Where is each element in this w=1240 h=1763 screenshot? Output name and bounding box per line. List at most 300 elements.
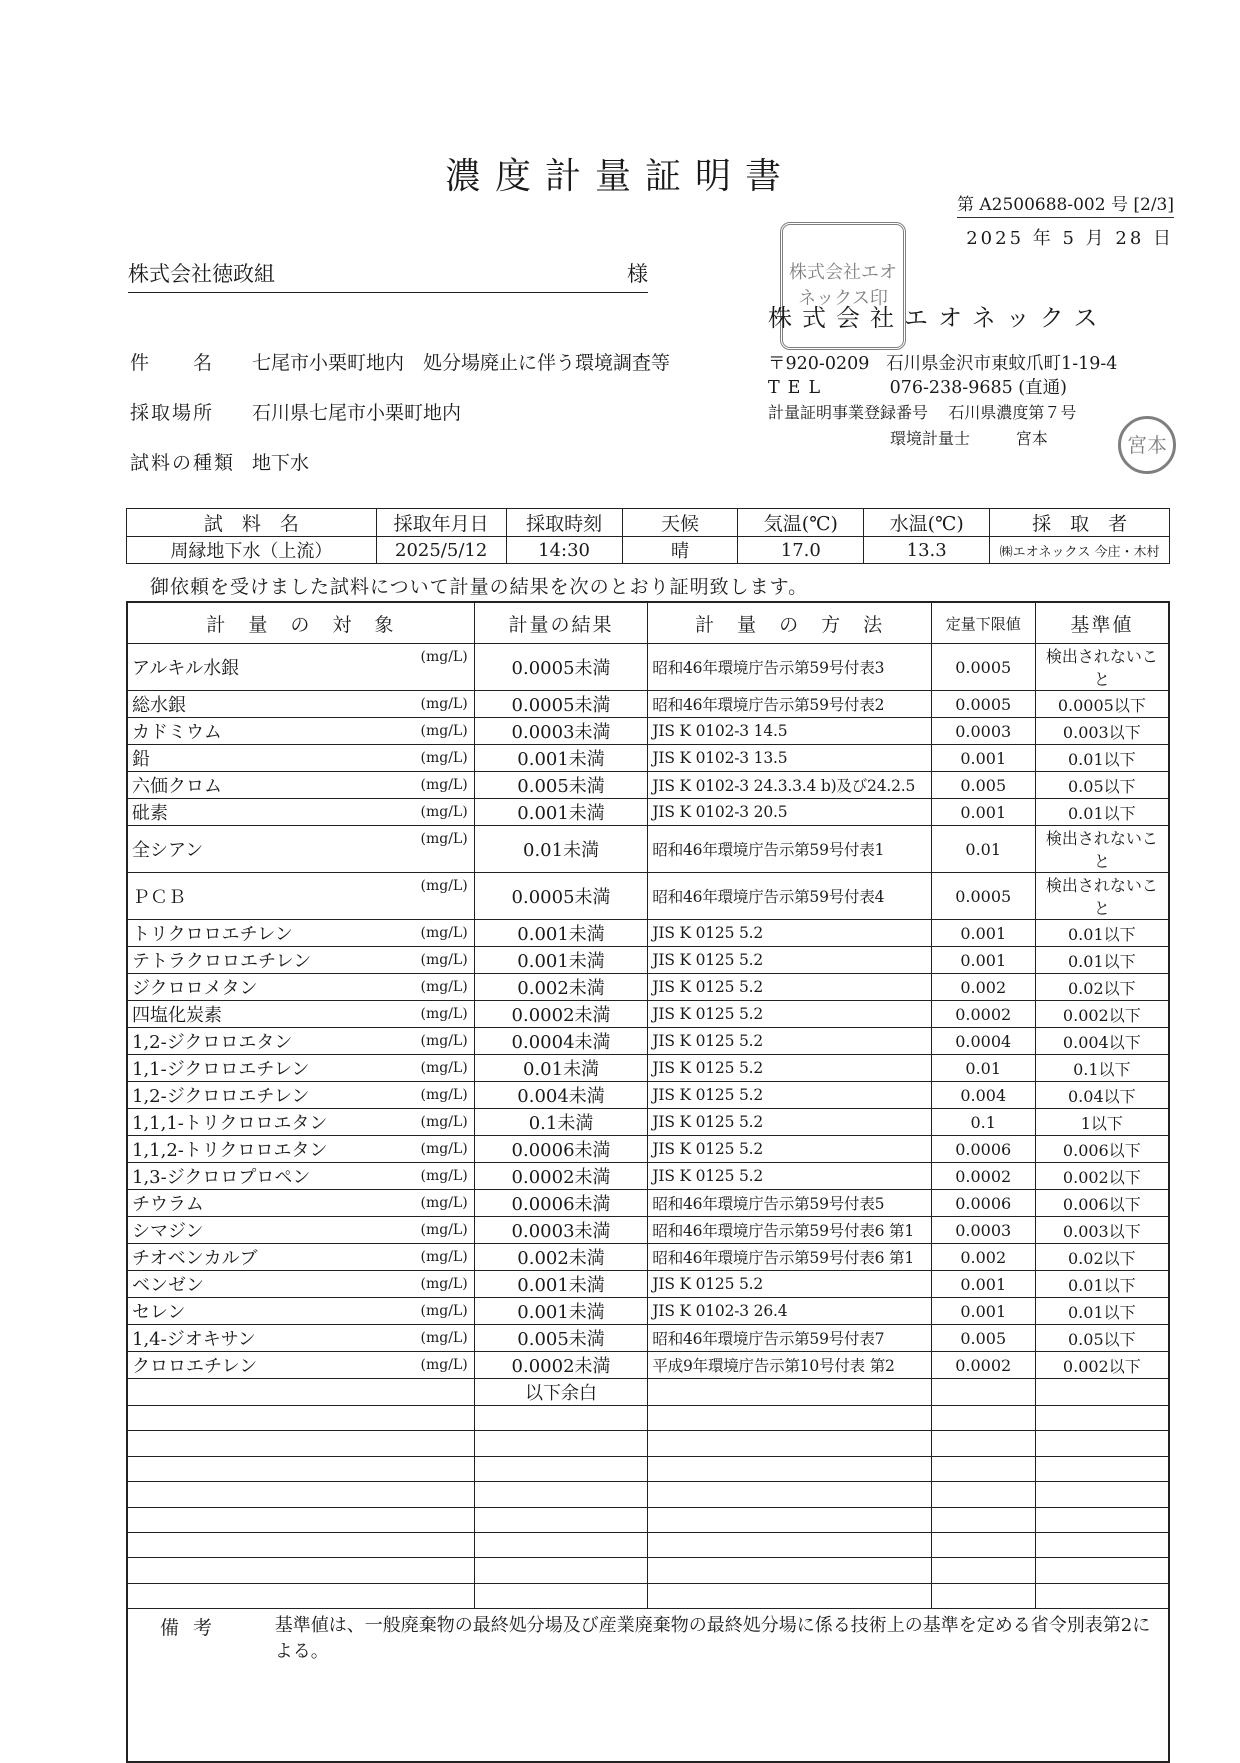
result-cell: 0.01未満 bbox=[474, 1055, 648, 1082]
empty-cell bbox=[1035, 1456, 1169, 1481]
result-cell: 0.0003未満 bbox=[474, 718, 648, 745]
empty-cell bbox=[931, 1532, 1035, 1557]
result-cell: 0.0005未満 bbox=[474, 644, 648, 691]
blank-row bbox=[127, 1507, 1169, 1532]
method-cell: 平成9年環境庁告示第10号付表 第2 bbox=[648, 1352, 931, 1379]
target-name: 全シアン bbox=[132, 840, 204, 861]
target-name: クロロエチレン bbox=[132, 1356, 258, 1377]
empty-cell bbox=[127, 1532, 474, 1557]
sample-data-row bbox=[127, 537, 1170, 564]
table-row bbox=[127, 799, 1169, 826]
unit-label: (mg/L) bbox=[420, 925, 468, 941]
limit-cell: 0.0002 bbox=[931, 1001, 1035, 1028]
limit-cell: 0.004 bbox=[931, 1082, 1035, 1109]
result-cell: 0.001未満 bbox=[474, 1298, 648, 1325]
target-name: 1,2-ジクロロエチレン bbox=[132, 1086, 310, 1107]
method-cell: 昭和46年環境庁告示第59号付表1 bbox=[648, 826, 931, 873]
standard-cell: 0.006以下 bbox=[1035, 1136, 1169, 1163]
result-cell: 0.001未満 bbox=[474, 799, 648, 826]
target-cell bbox=[127, 1136, 474, 1163]
empty-cell bbox=[648, 1558, 931, 1583]
method-cell: JIS K 0102-3 13.5 bbox=[648, 745, 931, 772]
target-cell bbox=[127, 974, 474, 1001]
target-cell bbox=[127, 772, 474, 799]
result-cell: 0.001未満 bbox=[474, 920, 648, 947]
sample-header-row bbox=[127, 509, 1170, 537]
empty-cell bbox=[474, 1558, 648, 1583]
table-row bbox=[127, 718, 1169, 745]
company-stamp-text: 株式会社エオネックス印 bbox=[789, 262, 897, 309]
standard-cell: 0.01以下 bbox=[1035, 920, 1169, 947]
method-cell: JIS K 0125 5.2 bbox=[648, 1082, 931, 1109]
target-cell bbox=[127, 799, 474, 826]
method-cell: JIS K 0125 5.2 bbox=[648, 947, 931, 974]
method-cell: 昭和46年環境庁告示第59号付表5 bbox=[648, 1190, 931, 1217]
header-target: 計 量 の 対 象 bbox=[127, 602, 474, 644]
result-cell: 0.0005未満 bbox=[474, 691, 648, 718]
empty-cell bbox=[648, 1532, 931, 1557]
table-row bbox=[127, 1136, 1169, 1163]
result-cell: 0.002未満 bbox=[474, 1244, 648, 1271]
limit-cell: 0.001 bbox=[931, 799, 1035, 826]
target-cell bbox=[127, 1109, 474, 1136]
kind-label: 試料の種類 bbox=[130, 452, 236, 474]
target-name: 四塩化炭素 bbox=[132, 1005, 222, 1026]
unit-label: (mg/L) bbox=[420, 1141, 468, 1157]
company-address bbox=[768, 350, 1117, 375]
result-cell: 0.001未満 bbox=[474, 947, 648, 974]
unit-label: (mg/L) bbox=[420, 777, 468, 793]
document-title: 濃度計量証明書 bbox=[444, 156, 795, 197]
empty-cell bbox=[648, 1379, 931, 1406]
target-name: 1,3-ジクロロプロペン bbox=[132, 1167, 311, 1188]
result-cell: 0.0005未満 bbox=[474, 873, 648, 920]
blank-row bbox=[127, 1558, 1169, 1583]
target-cell bbox=[127, 1298, 474, 1325]
sample-time: 14:30 bbox=[506, 537, 622, 564]
target-cell bbox=[127, 1190, 474, 1217]
method-cell: JIS K 0125 5.2 bbox=[648, 1136, 931, 1163]
result-cell: 0.001未満 bbox=[474, 745, 648, 772]
target-name: ＰＣＢ bbox=[132, 887, 186, 908]
standard-cell: 0.04以下 bbox=[1035, 1082, 1169, 1109]
blank-row bbox=[127, 1406, 1169, 1431]
target-cell bbox=[127, 1082, 474, 1109]
table-row bbox=[127, 745, 1169, 772]
method-cell: JIS K 0102-3 20.5 bbox=[648, 799, 931, 826]
client-honorific: 様 bbox=[627, 262, 648, 286]
target-cell bbox=[127, 1001, 474, 1028]
target-cell bbox=[127, 873, 474, 920]
environmental-measurer bbox=[890, 426, 1048, 449]
result-cell: 0.0002未満 bbox=[474, 1163, 648, 1190]
table-row bbox=[127, 1298, 1169, 1325]
empty-cell bbox=[931, 1507, 1035, 1532]
standard-cell: 検出されないこと bbox=[1035, 826, 1169, 873]
empty-cell bbox=[1035, 1379, 1169, 1406]
method-cell: JIS K 0125 5.2 bbox=[648, 1028, 931, 1055]
unit-label: (mg/L) bbox=[420, 750, 468, 766]
result-cell: 0.0002未満 bbox=[474, 1352, 648, 1379]
target-name: 1,2-ジクロロエタン bbox=[132, 1032, 293, 1053]
tel-number: 076-238-9685 (直通) bbox=[889, 378, 1067, 398]
target-name: セレン bbox=[132, 1302, 186, 1323]
table-row bbox=[127, 772, 1169, 799]
target-name: アルキル水銀 bbox=[132, 658, 240, 679]
empty-cell bbox=[127, 1431, 474, 1456]
limit-cell: 0.001 bbox=[931, 920, 1035, 947]
method-cell: JIS K 0102-3 14.5 bbox=[648, 718, 931, 745]
result-cell: 0.005未満 bbox=[474, 1325, 648, 1352]
table-row bbox=[127, 1190, 1169, 1217]
limit-cell: 0.0006 bbox=[931, 1136, 1035, 1163]
method-cell: 昭和46年環境庁告示第59号付表6 第1 bbox=[648, 1244, 931, 1271]
unit-label: (mg/L) bbox=[420, 1303, 468, 1319]
target-cell bbox=[127, 1271, 474, 1298]
blank-row bbox=[127, 1456, 1169, 1481]
certificate-number: 第 A2500688-002 号 [2/3] bbox=[957, 190, 1174, 218]
sample-header-cell: 気温(℃) bbox=[738, 509, 864, 537]
empty-cell bbox=[648, 1482, 931, 1507]
client-name: 株式会社徳政組 bbox=[128, 262, 275, 286]
table-row bbox=[127, 1217, 1169, 1244]
standard-cell: 0.004以下 bbox=[1035, 1028, 1169, 1055]
standard-cell: 0.02以下 bbox=[1035, 974, 1169, 1001]
standard-cell: 0.002以下 bbox=[1035, 1163, 1169, 1190]
standard-cell: 0.01以下 bbox=[1035, 1271, 1169, 1298]
remarks-cell bbox=[127, 1609, 1169, 1763]
limit-cell: 0.01 bbox=[931, 1055, 1035, 1082]
table-row bbox=[127, 826, 1169, 873]
empty-cell bbox=[127, 1456, 474, 1481]
limit-cell: 0.0002 bbox=[931, 1352, 1035, 1379]
empty-cell bbox=[931, 1583, 1035, 1608]
target-cell bbox=[127, 1352, 474, 1379]
result-cell: 0.0002未満 bbox=[474, 1001, 648, 1028]
standard-cell: 0.05以下 bbox=[1035, 1325, 1169, 1352]
unit-label: (mg/L) bbox=[420, 952, 468, 968]
table-row bbox=[127, 691, 1169, 718]
empty-cell bbox=[648, 1507, 931, 1532]
target-name: シマジン bbox=[132, 1221, 204, 1242]
limit-cell: 0.0005 bbox=[931, 873, 1035, 920]
empty-cell bbox=[127, 1406, 474, 1431]
target-cell bbox=[127, 920, 474, 947]
unit-label: (mg/L) bbox=[420, 1330, 468, 1346]
table-row bbox=[127, 644, 1169, 691]
empty-cell bbox=[1035, 1482, 1169, 1507]
personal-seal bbox=[1118, 416, 1176, 474]
unit-label: (mg/L) bbox=[420, 831, 468, 847]
blank-row bbox=[127, 1431, 1169, 1456]
registration bbox=[768, 400, 1076, 423]
method-cell: JIS K 0102-3 24.3.3.4 b)及び24.2.5 bbox=[648, 772, 931, 799]
table-row bbox=[127, 1325, 1169, 1352]
method-cell: JIS K 0125 5.2 bbox=[648, 920, 931, 947]
limit-cell: 0.0003 bbox=[931, 718, 1035, 745]
method-cell: JIS K 0125 5.2 bbox=[648, 1163, 931, 1190]
company-name: 株式会社エオネックス bbox=[768, 304, 1108, 332]
target-cell bbox=[127, 644, 474, 691]
target-name: 1,4-ジオキサン bbox=[132, 1329, 256, 1350]
unit-label: (mg/L) bbox=[420, 878, 468, 894]
limit-cell: 0.0004 bbox=[931, 1028, 1035, 1055]
target-name: チオベンカルブ bbox=[132, 1248, 258, 1269]
standard-cell: 0.01以下 bbox=[1035, 947, 1169, 974]
limit-cell: 0.0005 bbox=[931, 644, 1035, 691]
empty-cell bbox=[648, 1456, 931, 1481]
result-cell: 0.0006未満 bbox=[474, 1136, 648, 1163]
table-row bbox=[127, 920, 1169, 947]
measurer-label: 環境計量士 bbox=[890, 429, 971, 448]
standard-cell: 0.01以下 bbox=[1035, 799, 1169, 826]
unit-label: (mg/L) bbox=[420, 1060, 468, 1076]
target-cell bbox=[127, 1244, 474, 1271]
empty-cell bbox=[931, 1379, 1035, 1406]
limit-cell: 0.1 bbox=[931, 1109, 1035, 1136]
standard-cell: 0.01以下 bbox=[1035, 745, 1169, 772]
subject-value: 七尾市小栗町地内 処分場廃止に伴う環境調査等 bbox=[252, 352, 671, 374]
empty-cell bbox=[648, 1406, 931, 1431]
target-name: ジクロロメタン bbox=[132, 978, 258, 999]
measurer-name: 宮本 bbox=[1015, 429, 1048, 448]
header-result: 計量の結果 bbox=[474, 602, 648, 644]
blank-row bbox=[127, 1482, 1169, 1507]
postal-code: 〒920-0209 bbox=[768, 354, 870, 374]
empty-cell bbox=[931, 1482, 1035, 1507]
empty-cell bbox=[1035, 1583, 1169, 1608]
unit-label: (mg/L) bbox=[420, 979, 468, 995]
method-cell: JIS K 0125 5.2 bbox=[648, 1001, 931, 1028]
standard-cell: 0.002以下 bbox=[1035, 1352, 1169, 1379]
target-cell bbox=[127, 1217, 474, 1244]
result-cell: 0.0006未満 bbox=[474, 1190, 648, 1217]
company-tel bbox=[768, 374, 1067, 399]
place-line bbox=[130, 398, 461, 425]
target-name: 1,1,2-トリクロロエタン bbox=[132, 1140, 328, 1161]
table-row bbox=[127, 1244, 1169, 1271]
remarks-label: 備考 bbox=[160, 1617, 227, 1640]
result-cell: 0.0004未満 bbox=[474, 1028, 648, 1055]
unit-label: (mg/L) bbox=[420, 1168, 468, 1184]
sample-header-cell: 採取年月日 bbox=[376, 509, 506, 537]
limit-cell: 0.002 bbox=[931, 1244, 1035, 1271]
table-row bbox=[127, 1163, 1169, 1190]
table-row bbox=[127, 1109, 1169, 1136]
unit-label: (mg/L) bbox=[420, 696, 468, 712]
target-name: 1,1-ジクロロエチレン bbox=[132, 1059, 310, 1080]
sample-weather: 晴 bbox=[622, 537, 738, 564]
empty-cell bbox=[474, 1583, 648, 1608]
limit-cell: 0.001 bbox=[931, 1298, 1035, 1325]
header-method: 計 量 の 方 法 bbox=[648, 602, 931, 644]
result-cell: 0.005未満 bbox=[474, 772, 648, 799]
remarks-block bbox=[132, 1613, 1164, 1665]
target-cell bbox=[127, 1028, 474, 1055]
standard-cell: 0.003以下 bbox=[1035, 718, 1169, 745]
sample-name: 周縁地下水（上流） bbox=[127, 537, 377, 564]
subject-line bbox=[130, 348, 670, 375]
target-cell bbox=[127, 745, 474, 772]
empty-cell bbox=[474, 1456, 648, 1481]
unit-label: (mg/L) bbox=[420, 1357, 468, 1373]
empty-cell bbox=[931, 1406, 1035, 1431]
standard-cell: 0.006以下 bbox=[1035, 1190, 1169, 1217]
empty-cell bbox=[931, 1456, 1035, 1481]
table-row bbox=[127, 1028, 1169, 1055]
empty-cell bbox=[1035, 1406, 1169, 1431]
standard-cell: 検出されないこと bbox=[1035, 873, 1169, 920]
table-row bbox=[127, 1082, 1169, 1109]
unit-label: (mg/L) bbox=[420, 649, 468, 665]
issue-date: 2025 年 5 月 28 日 bbox=[966, 228, 1174, 249]
standard-cell: 0.05以下 bbox=[1035, 772, 1169, 799]
unit-label: (mg/L) bbox=[420, 804, 468, 820]
sample-header-cell: 試 料 名 bbox=[127, 509, 377, 537]
end-note: 以下余白 bbox=[474, 1379, 648, 1406]
unit-label: (mg/L) bbox=[420, 1276, 468, 1292]
table-row bbox=[127, 873, 1169, 920]
limit-cell: 0.0003 bbox=[931, 1217, 1035, 1244]
blank-row bbox=[127, 1583, 1169, 1608]
kind-line bbox=[130, 448, 309, 475]
method-cell: 昭和46年環境庁告示第59号付表7 bbox=[648, 1325, 931, 1352]
results-header-row bbox=[127, 602, 1169, 644]
target-name: トリクロロエチレン bbox=[132, 924, 293, 945]
empty-cell bbox=[931, 1431, 1035, 1456]
target-name: カドミウム bbox=[132, 722, 222, 743]
empty-cell bbox=[474, 1406, 648, 1431]
target-name: 1,1,1-トリクロロエタン bbox=[132, 1113, 328, 1134]
empty-cell bbox=[474, 1507, 648, 1532]
kind-value: 地下水 bbox=[252, 452, 310, 474]
empty-cell bbox=[474, 1431, 648, 1456]
empty-cell bbox=[648, 1431, 931, 1456]
method-cell: 昭和46年環境庁告示第59号付表3 bbox=[648, 644, 931, 691]
unit-label: (mg/L) bbox=[420, 1087, 468, 1103]
result-cell: 0.01未満 bbox=[474, 826, 648, 873]
empty-cell bbox=[127, 1507, 474, 1532]
certification-statement: 御依頼を受けました試料について計量の結果を次のとおり証明致します。 bbox=[150, 576, 809, 598]
empty-cell bbox=[1035, 1532, 1169, 1557]
standard-cell: 0.1以下 bbox=[1035, 1055, 1169, 1082]
sample-collectors: ㈱エオネックス 今庄・木村 bbox=[990, 537, 1170, 564]
sample-header-cell: 水温(℃) bbox=[864, 509, 990, 537]
personal-seal-text: 宮本 bbox=[1127, 433, 1167, 457]
registration-number: 石川県濃度第７号 bbox=[948, 403, 1077, 422]
sample-info-table bbox=[126, 508, 1170, 564]
standard-cell: 0.002以下 bbox=[1035, 1001, 1169, 1028]
table-row bbox=[127, 1352, 1169, 1379]
limit-cell: 0.005 bbox=[931, 1325, 1035, 1352]
header-limit: 定量下限値 bbox=[931, 602, 1035, 644]
target-name: チウラム bbox=[132, 1194, 204, 1215]
standard-cell: 0.003以下 bbox=[1035, 1217, 1169, 1244]
target-name: テトラクロロエチレン bbox=[132, 951, 312, 972]
empty-cell bbox=[127, 1482, 474, 1507]
method-cell: JIS K 0125 5.2 bbox=[648, 1109, 931, 1136]
limit-cell: 0.002 bbox=[931, 974, 1035, 1001]
result-cell: 0.0003未満 bbox=[474, 1217, 648, 1244]
standard-cell: 0.0005以下 bbox=[1035, 691, 1169, 718]
target-name: 鉛 bbox=[132, 749, 150, 770]
remarks-text: 基準値は、一般廃棄物の最終処分場及び産業廃棄物の最終処分場に係る技術上の基準を定める省令別表第2による。 bbox=[274, 1615, 1151, 1663]
empty-cell bbox=[474, 1532, 648, 1557]
method-cell: JIS K 0125 5.2 bbox=[648, 1055, 931, 1082]
unit-label: (mg/L) bbox=[420, 1006, 468, 1022]
target-name: 砒素 bbox=[132, 803, 168, 824]
sample-header-cell: 天候 bbox=[622, 509, 738, 537]
sample-air-temp: 17.0 bbox=[738, 537, 864, 564]
empty-cell bbox=[1035, 1431, 1169, 1456]
unit-label: (mg/L) bbox=[420, 1114, 468, 1130]
limit-cell: 0.0002 bbox=[931, 1163, 1035, 1190]
method-cell: JIS K 0102-3 26.4 bbox=[648, 1298, 931, 1325]
registration-label: 計量証明事業登録番号 bbox=[768, 403, 929, 422]
target-name: 総水銀 bbox=[132, 695, 186, 716]
empty-cell bbox=[648, 1583, 931, 1608]
target-cell bbox=[127, 826, 474, 873]
method-cell: JIS K 0125 5.2 bbox=[648, 1271, 931, 1298]
end-note-row bbox=[127, 1379, 1169, 1406]
method-cell: JIS K 0125 5.2 bbox=[648, 974, 931, 1001]
tel-label: TEL bbox=[768, 378, 829, 398]
sample-water-temp: 13.3 bbox=[864, 537, 990, 564]
place-value: 石川県七尾市小栗町地内 bbox=[252, 402, 462, 424]
result-cell: 0.004未満 bbox=[474, 1082, 648, 1109]
unit-label: (mg/L) bbox=[420, 1033, 468, 1049]
empty-cell bbox=[1035, 1558, 1169, 1583]
table-row bbox=[127, 1055, 1169, 1082]
sample-header-cell: 採 取 者 bbox=[990, 509, 1170, 537]
table-row bbox=[127, 947, 1169, 974]
method-cell: 昭和46年環境庁告示第59号付表4 bbox=[648, 873, 931, 920]
standard-cell: 0.01以下 bbox=[1035, 1298, 1169, 1325]
result-cell: 0.001未満 bbox=[474, 1271, 648, 1298]
empty-cell bbox=[127, 1583, 474, 1608]
empty-cell bbox=[474, 1482, 648, 1507]
remarks-row bbox=[127, 1609, 1169, 1763]
method-cell: 昭和46年環境庁告示第59号付表2 bbox=[648, 691, 931, 718]
method-cell: 昭和46年環境庁告示第59号付表6 第1 bbox=[648, 1217, 931, 1244]
result-cell: 0.1未満 bbox=[474, 1109, 648, 1136]
standard-cell: 0.02以下 bbox=[1035, 1244, 1169, 1271]
limit-cell: 0.0005 bbox=[931, 691, 1035, 718]
standard-cell: 1以下 bbox=[1035, 1109, 1169, 1136]
target-name: ベンゼン bbox=[132, 1275, 204, 1296]
target-cell bbox=[127, 691, 474, 718]
empty-cell bbox=[931, 1558, 1035, 1583]
limit-cell: 0.005 bbox=[931, 772, 1035, 799]
results-table bbox=[126, 601, 1170, 1763]
limit-cell: 0.001 bbox=[931, 947, 1035, 974]
subject-label: 件 名 bbox=[130, 352, 215, 374]
table-row bbox=[127, 1271, 1169, 1298]
target-name: 六価クロム bbox=[132, 776, 222, 797]
sample-date: 2025/5/12 bbox=[376, 537, 506, 564]
client-name-line bbox=[128, 258, 648, 293]
empty-cell bbox=[1035, 1507, 1169, 1532]
empty-cell bbox=[127, 1558, 474, 1583]
table-row bbox=[127, 974, 1169, 1001]
limit-cell: 0.001 bbox=[931, 745, 1035, 772]
unit-label: (mg/L) bbox=[420, 1195, 468, 1211]
header-standard: 基準値 bbox=[1035, 602, 1169, 644]
limit-cell: 0.001 bbox=[931, 1271, 1035, 1298]
target-cell bbox=[127, 1055, 474, 1082]
target-cell bbox=[127, 1163, 474, 1190]
blank-row bbox=[127, 1532, 1169, 1557]
